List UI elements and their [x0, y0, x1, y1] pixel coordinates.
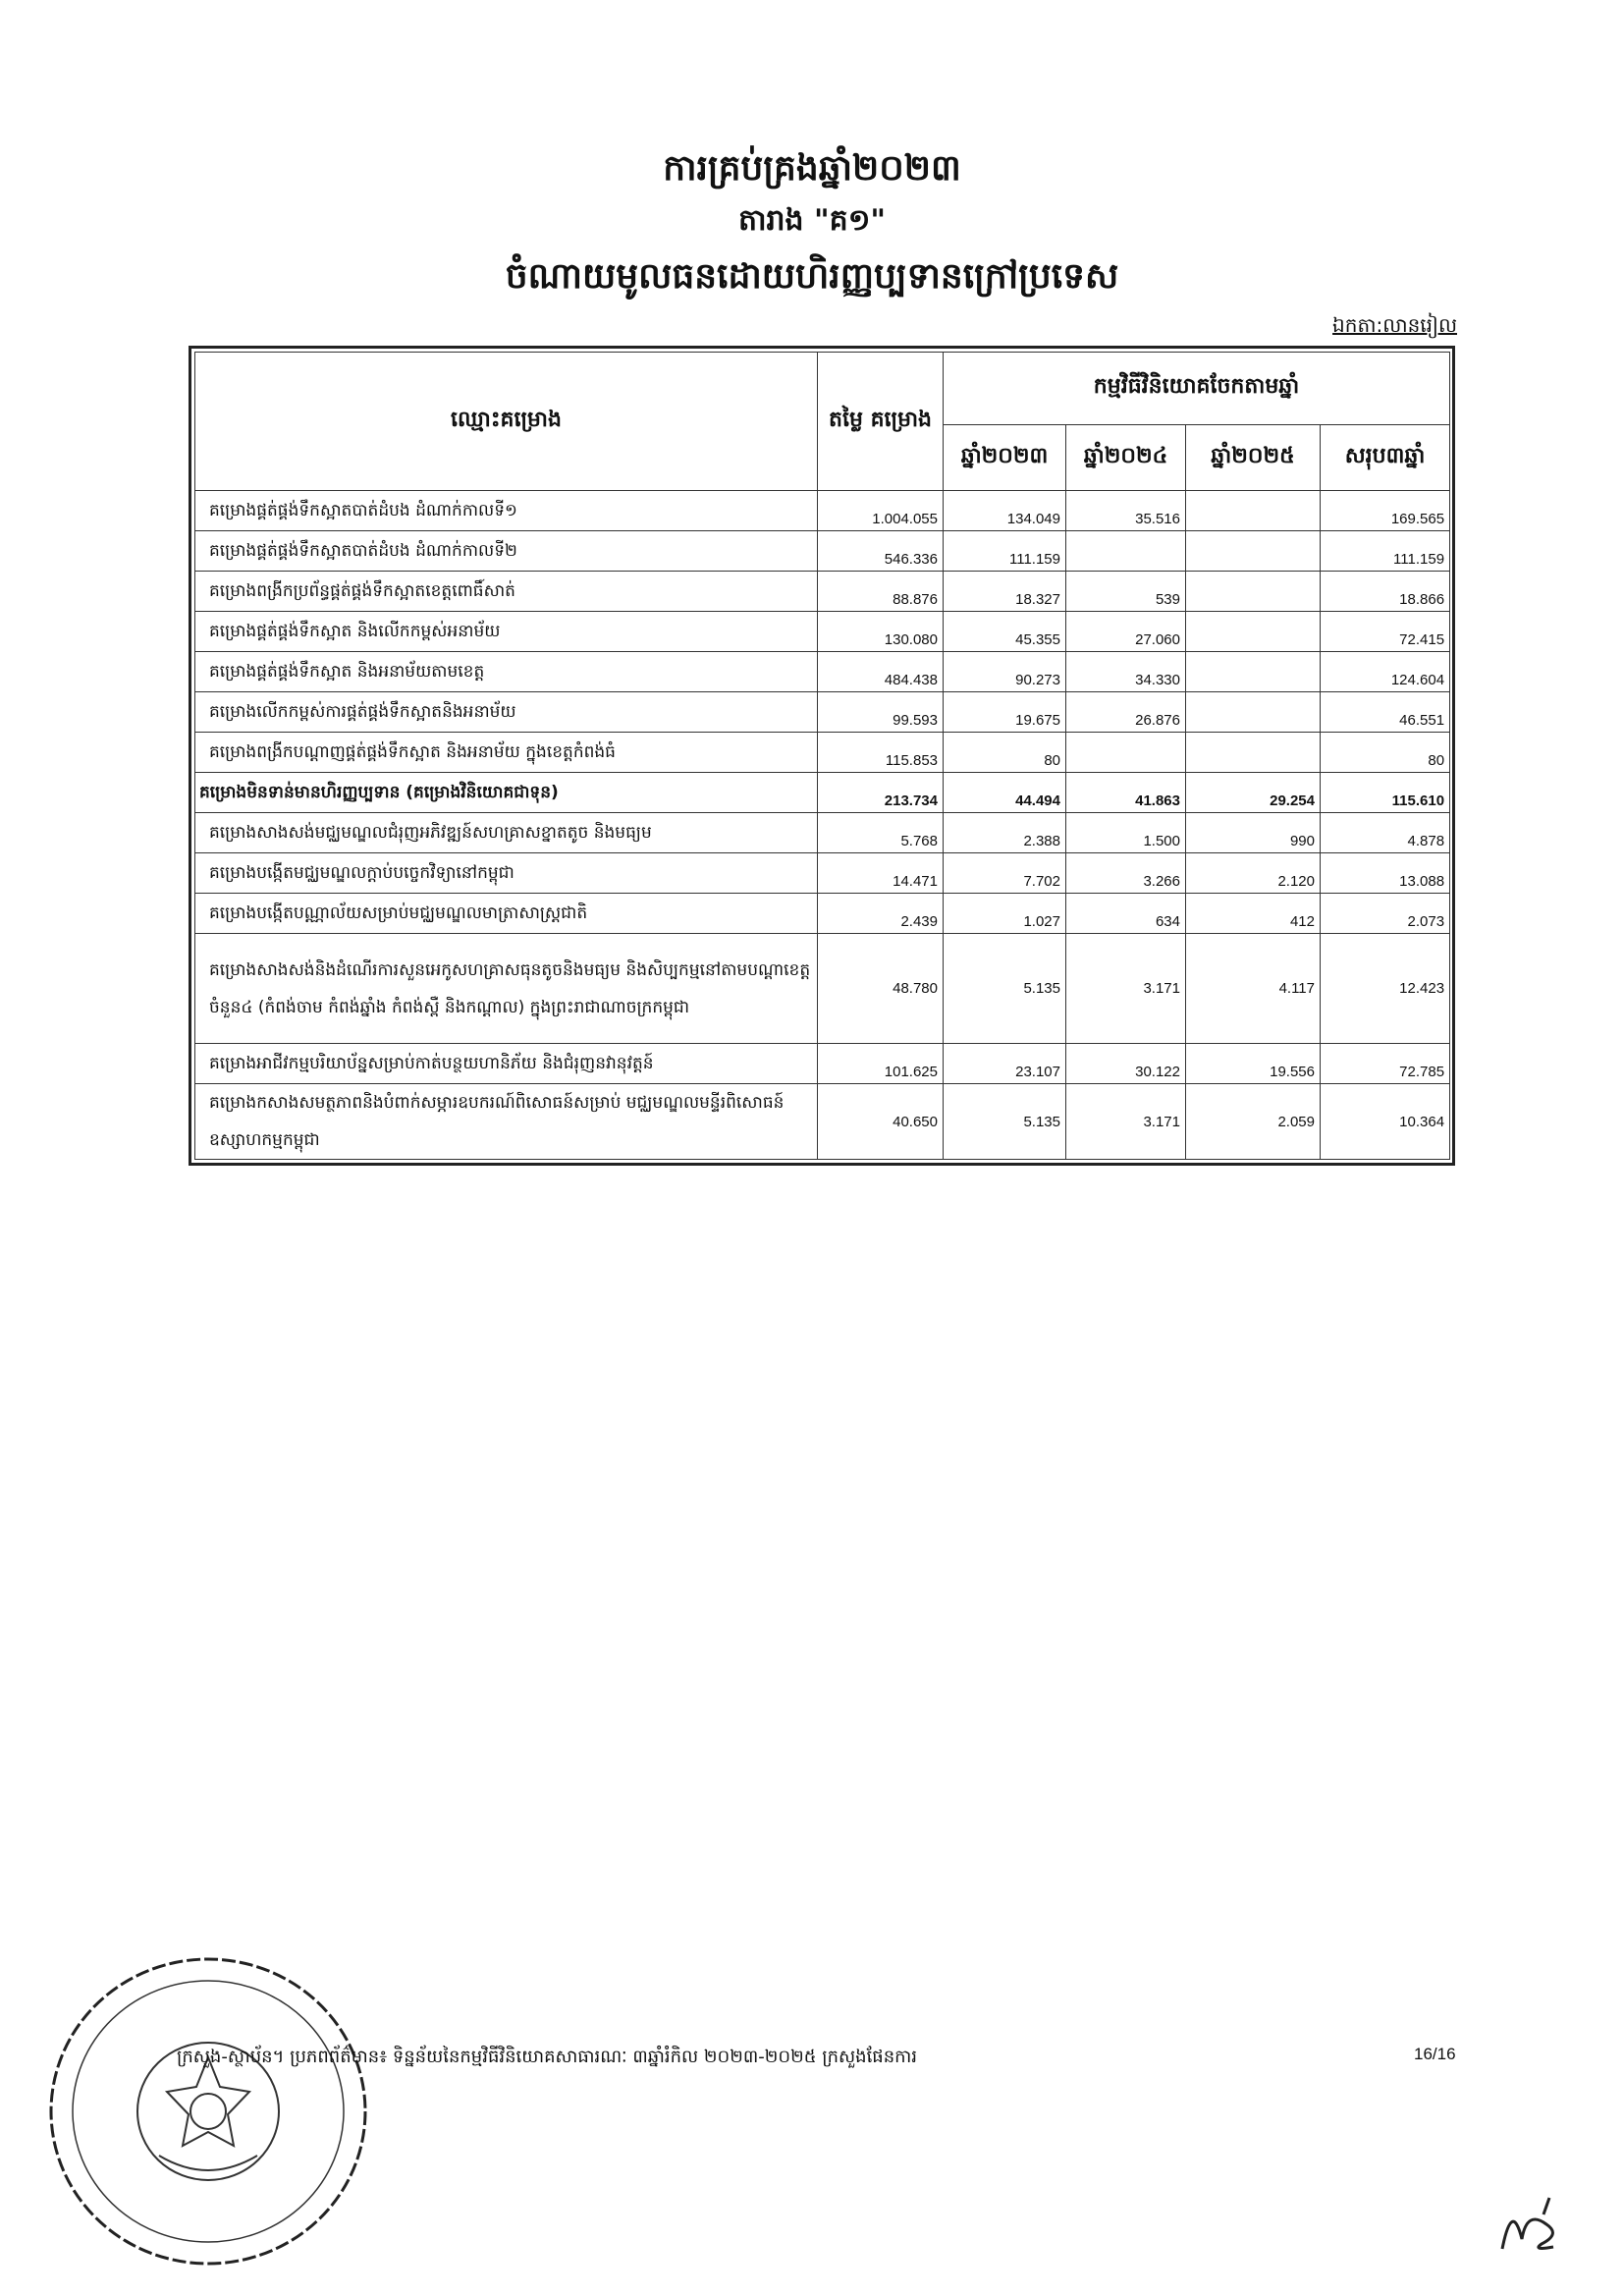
table-body: [195, 491, 1450, 1160]
value-cell-y2024: 30.122: [1066, 1044, 1186, 1084]
investment-table: [194, 352, 1450, 1160]
value-cell-y2023: 19.675: [944, 692, 1066, 733]
value-cell-y2024: 3.171: [1066, 1084, 1186, 1160]
value-cell-total: 72.415: [1321, 612, 1450, 652]
project-name-cell: គម្រោងពង្រីកបណ្ដាញផ្គត់ផ្គង់ទឹកស្អាត និងអនាម័យ ក្នុងខេត្តកំពង់ធំ: [195, 733, 818, 773]
royal-palace-seal: [41, 1949, 375, 2273]
value-cell-y2023: 23.107: [944, 1044, 1066, 1084]
value-cell-cost: 115.853: [818, 733, 944, 773]
value-cell-y2024: 27.060: [1066, 612, 1186, 652]
project-name-cell: គម្រោងលើកកម្ពស់ការផ្គត់ផ្គង់ទឹកស្អាតនិងអនាម័យ: [195, 692, 818, 733]
value-cell-total: 111.159: [1321, 531, 1450, 572]
value-cell-y2025: [1186, 692, 1321, 733]
header-year-2025: ឆ្នាំ២០២៥: [1186, 424, 1321, 490]
value-cell-y2025: [1186, 531, 1321, 572]
value-cell-y2023: 18.327: [944, 572, 1066, 612]
project-name-cell: គម្រោងអាជីវកម្មបរិយាប័ន្នសម្រាប់កាត់បន្ថយហានិភ័យ និងជំរុញនវានុវត្តន៍: [195, 1044, 818, 1084]
table-label: តារាង "គ១": [737, 203, 887, 238]
table-row: [195, 894, 1450, 934]
table-row: [195, 733, 1450, 773]
project-name-cell: គម្រោងបង្កើតមជ្ឈមណ្ឌលក្ដាប់បច្ចេកវិទ្យានៅកម្ពុជា: [195, 853, 818, 894]
value-cell-cost: 213.734: [818, 773, 944, 813]
value-cell-y2024: 3.171: [1066, 934, 1186, 1044]
header-project-cost: តម្លៃ គម្រោង: [818, 353, 944, 491]
project-name-cell: គម្រោងផ្គត់ផ្គង់ទឹកស្អាតបាត់ដំបង ដំណាក់កាលទី១: [195, 491, 818, 531]
value-cell-y2023: 111.159: [944, 531, 1066, 572]
value-cell-y2025: 29.254: [1186, 773, 1321, 813]
value-cell-y2024: [1066, 733, 1186, 773]
value-cell-y2023: 44.494: [944, 773, 1066, 813]
value-cell-y2025: [1186, 652, 1321, 692]
value-cell-y2025: 19.556: [1186, 1044, 1321, 1084]
project-name-cell: គម្រោងផ្គត់ផ្គង់ទឹកស្អាតបាត់ដំបង ដំណាក់កាលទី២: [195, 531, 818, 572]
project-name-cell: គម្រោងផ្គត់ផ្គង់ទឹកស្អាត និងលើកកម្ពស់អនាម័យ: [195, 612, 818, 652]
value-cell-y2025: 2.059: [1186, 1084, 1321, 1160]
project-name-cell: គម្រោងសាងសង់និងដំណើរការសួនអេកូសហគ្រាសធុនតូចនិងមធ្យម និងសិប្បកម្មនៅតាមបណ្ដាខេត្តចំនួន៤ (កំពង់ចាម កំពង់ឆ្នាំង កំពង់ស្ពឺ និងកណ្ដាល) ក្នុងព្រះរាជាណាចក្រកម្ពុជា: [195, 934, 818, 1044]
value-cell-y2024: 41.863: [1066, 773, 1186, 813]
value-cell-total: 18.866: [1321, 572, 1450, 612]
page-number: 16/16: [1414, 2045, 1456, 2063]
header-years-group: កម្មវិធីវិនិយោគចែកតាមឆ្នាំ: [944, 353, 1450, 425]
value-cell-y2024: 35.516: [1066, 491, 1186, 531]
value-cell-total: 10.364: [1321, 1084, 1450, 1160]
value-cell-y2023: 7.702: [944, 853, 1066, 894]
header-total: សរុប៣ឆ្នាំ: [1321, 424, 1450, 490]
header-year-2023: ឆ្នាំ២០២៣: [944, 424, 1066, 490]
header-project-name: ឈ្មោះគម្រោង: [195, 353, 818, 491]
table-row: [195, 853, 1450, 894]
project-name-cell: គម្រោងផ្គត់ផ្គង់ទឹកស្អាត និងអនាម័យតាមខេត្ត: [195, 652, 818, 692]
value-cell-cost: 101.625: [818, 1044, 944, 1084]
value-cell-y2025: [1186, 733, 1321, 773]
value-cell-y2025: [1186, 612, 1321, 652]
value-cell-y2024: 26.876: [1066, 692, 1186, 733]
value-cell-y2024: 539: [1066, 572, 1186, 612]
value-cell-y2024: 1.500: [1066, 813, 1186, 853]
value-cell-y2025: 990: [1186, 813, 1321, 853]
value-cell-y2023: 5.135: [944, 934, 1066, 1044]
table-row: [195, 692, 1450, 733]
value-cell-cost: 48.780: [818, 934, 944, 1044]
table-row: [195, 1084, 1450, 1160]
table-row: [195, 773, 1450, 813]
value-cell-total: 4.878: [1321, 813, 1450, 853]
value-cell-cost: 40.650: [818, 1084, 944, 1160]
table-row: [195, 612, 1450, 652]
value-cell-y2025: [1186, 491, 1321, 531]
value-cell-total: 46.551: [1321, 692, 1450, 733]
value-cell-y2024: [1066, 531, 1186, 572]
value-cell-cost: 14.471: [818, 853, 944, 894]
value-cell-y2024: 34.330: [1066, 652, 1186, 692]
project-name-cell: គម្រោងកសាងសមត្ថភាពនិងបំពាក់សម្ភារឧបករណ៍ពិសោធន៍សម្រាប់ មជ្ឈមណ្ឌលមន្ទីរពិសោធន៍ឧស្សាហកម្មកម្ពុជា: [195, 1084, 818, 1160]
value-cell-y2023: 134.049: [944, 491, 1066, 531]
investment-table-frame: [189, 346, 1455, 1166]
value-cell-y2023: 5.135: [944, 1084, 1066, 1160]
value-cell-y2025: [1186, 572, 1321, 612]
project-name-cell: គម្រោងមិនទាន់មានហិរញ្ញប្បទាន (គម្រោងវិនិយោគជាទុន): [195, 773, 818, 813]
document-subtitle: ចំណាយមូលធនដោយហិរញ្ញប្បទានក្រៅប្រទេស: [505, 255, 1119, 297]
document-title: ការគ្រប់គ្រងឆ្នាំ២០២៣: [663, 147, 961, 189]
table-row: [195, 813, 1450, 853]
value-cell-total: 124.604: [1321, 652, 1450, 692]
value-cell-y2023: 80: [944, 733, 1066, 773]
value-cell-cost: 2.439: [818, 894, 944, 934]
unit-label: ឯកតា:លានរៀល: [1332, 313, 1457, 337]
value-cell-cost: 484.438: [818, 652, 944, 692]
table-row: [195, 934, 1450, 1044]
value-cell-cost: 88.876: [818, 572, 944, 612]
value-cell-y2025: 412: [1186, 894, 1321, 934]
table-row: [195, 491, 1450, 531]
value-cell-y2023: 90.273: [944, 652, 1066, 692]
table-row: [195, 531, 1450, 572]
value-cell-y2023: 1.027: [944, 894, 1066, 934]
value-cell-y2023: 2.388: [944, 813, 1066, 853]
value-cell-total: 169.565: [1321, 491, 1450, 531]
project-name-cell: គម្រោងសាងសង់មជ្ឈមណ្ឌលជំរុញអភិវឌ្ឍន៍សហគ្រាសខ្នាតតូច និងមធ្យម: [195, 813, 818, 853]
table-row: [195, 1044, 1450, 1084]
value-cell-y2024: 634: [1066, 894, 1186, 934]
value-cell-cost: 1.004.055: [818, 491, 944, 531]
table-row: [195, 652, 1450, 692]
value-cell-total: 115.610: [1321, 773, 1450, 813]
value-cell-y2025: 4.117: [1186, 934, 1321, 1044]
value-cell-total: 2.073: [1321, 894, 1450, 934]
header-year-2024: ឆ្នាំ២០២៤: [1066, 424, 1186, 490]
value-cell-total: 12.423: [1321, 934, 1450, 1044]
table-row: [195, 572, 1450, 612]
value-cell-total: 80: [1321, 733, 1450, 773]
value-cell-cost: 5.768: [818, 813, 944, 853]
footer-source-note: ក្រសួង-ស្ថាប័ន។ ប្រភពព័ត៌មាន៖ ទិន្នន័យនៃកម្មវិធីវិនិយោគសាធារណៈ ៣ឆ្នាំរំកិល ២០២៣-២០២៥ ក្រសួងផែនការ: [177, 2047, 917, 2067]
value-cell-y2024: 3.266: [1066, 853, 1186, 894]
value-cell-cost: 546.336: [818, 531, 944, 572]
value-cell-cost: 99.593: [818, 692, 944, 733]
value-cell-total: 13.088: [1321, 853, 1450, 894]
value-cell-total: 72.785: [1321, 1044, 1450, 1084]
value-cell-y2025: 2.120: [1186, 853, 1321, 894]
project-name-cell: គម្រោងពង្រីកប្រព័ន្ធផ្គត់ផ្គង់ទឹកស្អាតខេត្តពោធិ៍សាត់: [195, 572, 818, 612]
project-name-cell: គម្រោងបង្កើតបណ្ណាល័យសម្រាប់មជ្ឈមណ្ឌលមាត្រាសាស្ត្រជាតិ: [195, 894, 818, 934]
value-cell-y2023: 45.355: [944, 612, 1066, 652]
value-cell-cost: 130.080: [818, 612, 944, 652]
signature-mark: [1492, 2190, 1571, 2259]
